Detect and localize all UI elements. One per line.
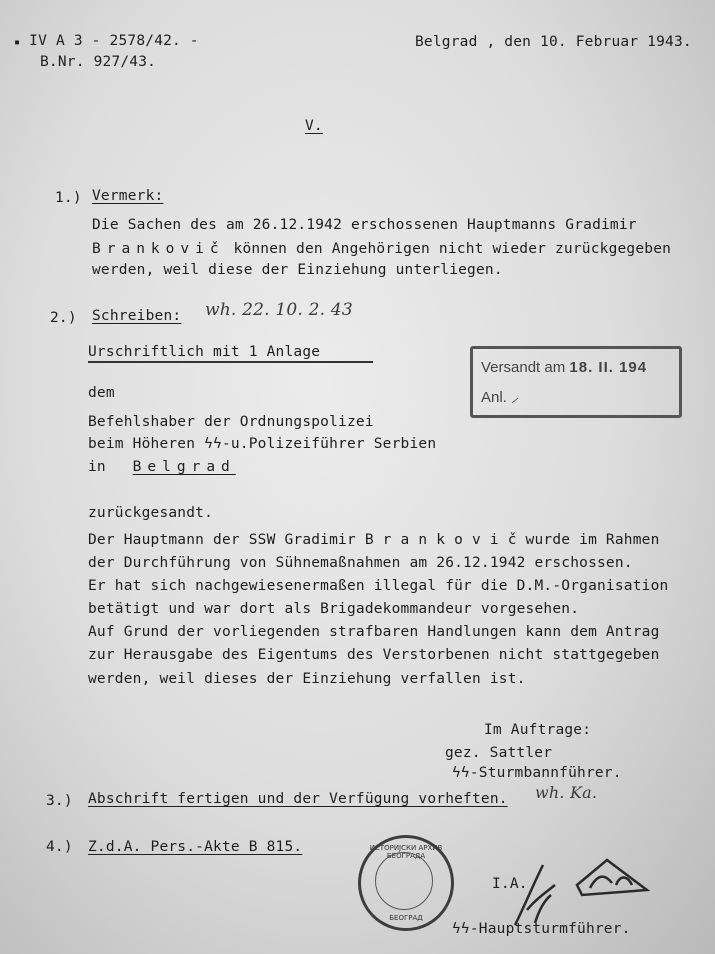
im-auftrage: Im Auftrage: [484,722,592,738]
item1-line2 [92,240,671,258]
handwritten-note-item2: wh. 22. 10. 2. 43 [205,300,353,320]
document-title: V. [305,118,323,134]
item3-text: Abschrift fertigen und der Verfügung vorheften. [88,791,508,807]
address-line1: Befehlshaber der Ordnungspolizei [88,414,374,430]
item2-heading: Schreiben: [92,308,182,324]
dispatch-stamp [470,346,682,418]
handwritten-initials [572,855,652,905]
urschrift-line: Urschriftlich mit 1 Anlage [88,344,321,360]
stamp-sent-label: Versandt am [481,359,566,376]
stamp-anl-label: Anl. [481,389,507,406]
address-in: in [88,459,106,475]
address-line2: beim Höheren ϟϟ-u.Polizeiführer Serbien [88,436,437,452]
name-brankovic: Brankovič [92,241,225,257]
body-line-7: werden, weil dieses der Einziehung verfallen ist. [88,671,526,687]
ia-label: I.A. [492,876,528,892]
item1-line1: Die Sachen des am 26.12.1942 erschossenen Hauptmanns Gradimir [92,217,637,233]
urschrift-underline [88,361,373,363]
body-line-1: Der Hauptmann der SSW Gradimir B r a n k o v i č wurde im Rahmen [88,532,660,548]
place-date: Belgrad , den 10. Februar 1943. [415,34,692,50]
item4-number: 4.) [46,839,73,855]
stamp-anl-line [481,387,519,407]
item4-text: Z.d.A. Pers.-Akte B 815. [88,839,303,855]
rank-hauptsturmfuehrer: ϟϟ-Hauptsturmführer. [452,921,631,937]
body-line-2: der Durchführung von Sühnemaßnahmen am 26.12.1942 erschossen. [88,555,633,571]
returned-label: zurückgesandt. [88,505,214,521]
item2-number: 2.) [50,310,77,326]
rank-sturmbannfuehrer: ϟϟ-Sturmbannführer. [452,765,622,781]
seal-text-bottom: БЕОГРАД [389,914,423,922]
item1-line2-rest: können den Angehörigen nicht wieder zurückgegeben [233,241,672,257]
address-city: Belgrad [132,459,236,475]
handwritten-note-item3: wh. Ka. [535,783,598,802]
file-reference: ▪ IV A 3 - 2578/42. - [14,33,199,49]
signed-sattler: gez. Sattler [445,745,553,761]
seal-text-top: ИСТОРИЈСКИ АРХИВ БЕОГРАДА [369,844,443,860]
body-line-4: betätigt und war dort als Brigadekommandeur vorgesehen. [88,601,580,617]
stamp-anl-mark: ⸝ [511,388,519,406]
item3-number: 3.) [46,793,73,809]
item1-line3: werden, weil diese der Einziehung unterliegen. [92,262,503,278]
address-line3 [88,458,236,476]
body-line-5: Auf Grund der vorliegenden strafbaren Handlungen kann dem Antrag [88,624,660,640]
stamp-sent-line [481,359,647,376]
handwritten-signature [505,855,565,930]
item1-heading: Vermerk: [92,188,164,204]
stamp-sent-date: 18. II. 194 [569,359,648,376]
archive-seal [358,835,454,931]
item1-number: 1.) [55,190,82,206]
bnr-reference: B.Nr. 927/43. [40,54,157,70]
body-line-3: Er hat sich nachgewiesenermaßen illegal für die D.M.-Organisation [88,578,669,594]
dem-label: dem [88,385,115,401]
body-line-6: zur Herausgabe des Eigentums des Verstorbenen nicht stattgegeben [88,647,660,663]
